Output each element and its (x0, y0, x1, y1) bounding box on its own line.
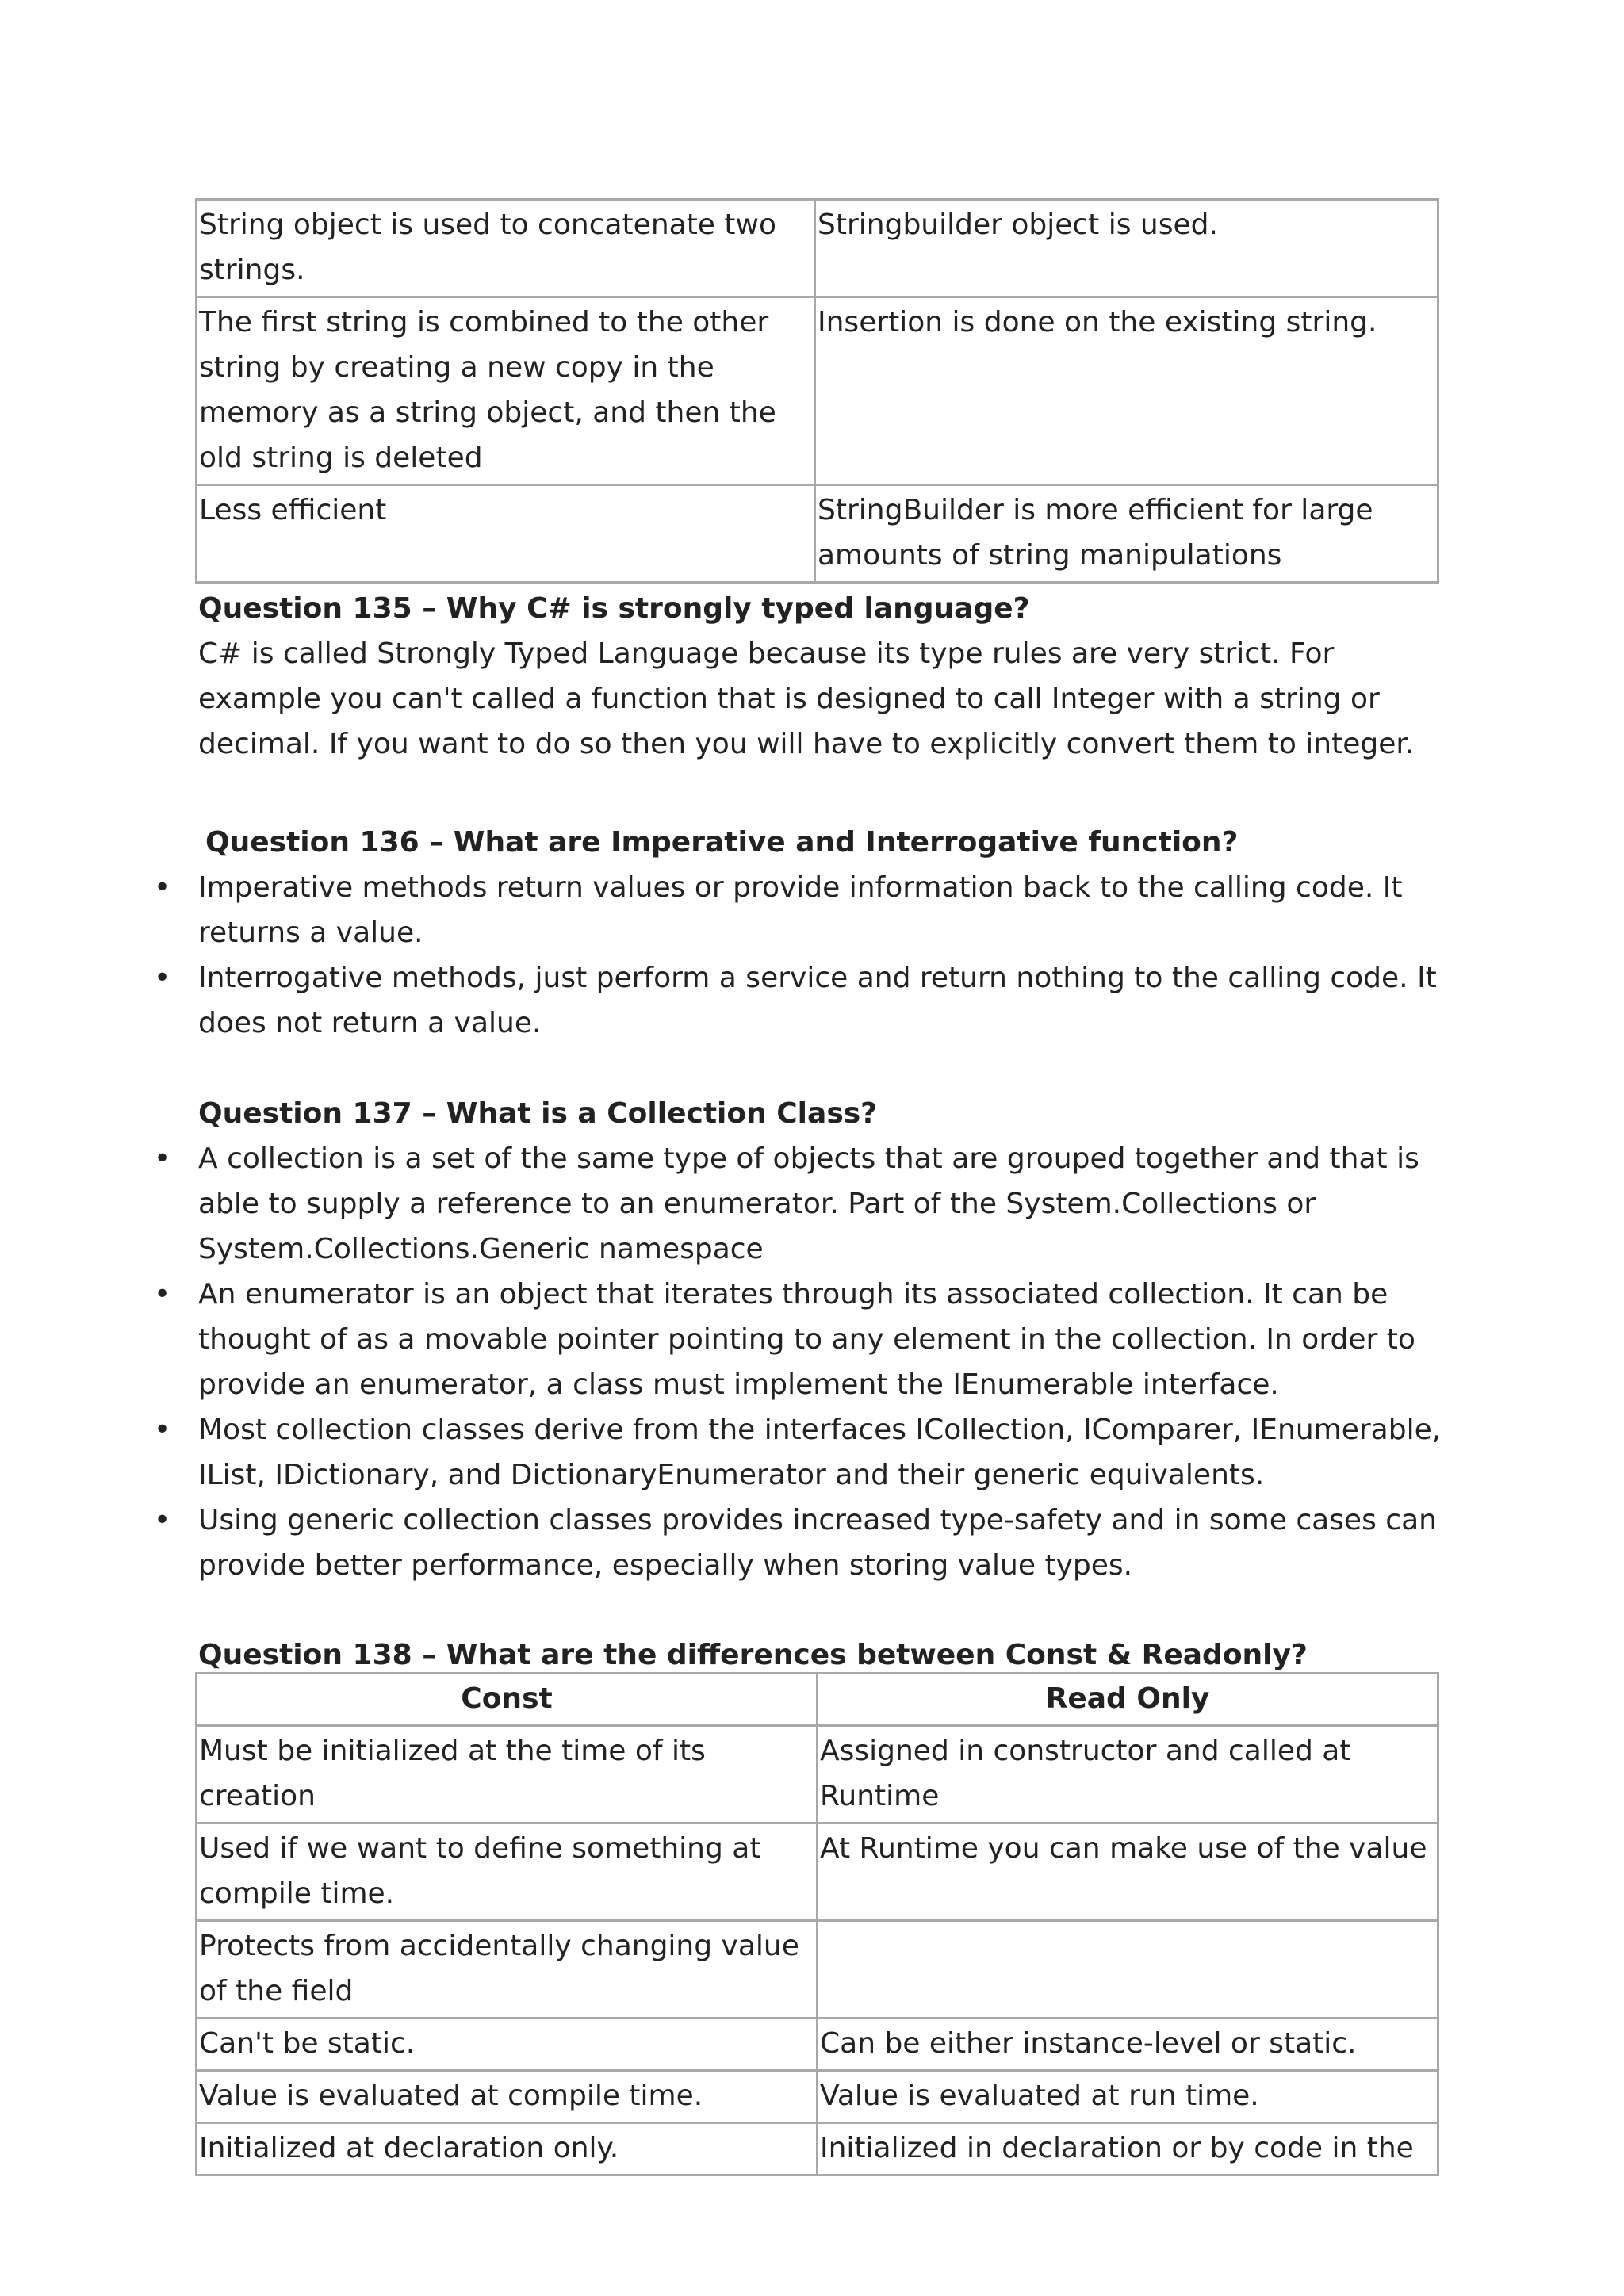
list-item-text: A collection is a set of the same type of objects that are grouped together and that is able to supply a reference to an enumerator. Part of the System.Collections or System.Collections.Generic namespace (198, 1142, 1419, 1265)
table-row (197, 2019, 1438, 2071)
list-item-text: Most collection classes derive from the interfaces ICollection, IComparer, IEnumerable, IList, IDictionary, and DictionaryEnumerator and their generic equivalents. (198, 1414, 1442, 1491)
question-136-list (154, 865, 1447, 1046)
table-cell: Can't be static. (197, 2019, 818, 2071)
table-row (197, 2123, 1438, 2175)
bullet-icon: • (154, 1142, 171, 1175)
list-item (154, 1498, 1447, 1588)
table-cell: Assigned in constructor and called at Runtime (818, 1726, 1438, 1823)
table-row (197, 1921, 1438, 2019)
table-cell: Initialized in declaration or by code in the (818, 2123, 1438, 2175)
bullet-icon: • (154, 1504, 171, 1536)
table-cell: Stringbuilder object is used. (815, 200, 1438, 297)
table-row (197, 485, 1438, 583)
table-row (197, 1823, 1438, 1921)
list-item (154, 865, 1447, 955)
question-137-list (154, 1136, 1447, 1588)
bullet-icon: • (154, 1278, 171, 1311)
list-item (154, 1272, 1447, 1407)
table-row (197, 297, 1438, 485)
table-cell: The first string is combined to the other string by creating a new copy in the memory as a string object, and then the old string is deleted (197, 297, 815, 485)
question-135-answer: C# is called Strongly Typed Language because its type rules are very strict. For example you can't called a function that is designed to call Integer with a string or decimal. If you want to do so then you will have to explicitly convert them to integer. (198, 637, 1415, 760)
table-cell: Initialized at declaration only. (197, 2123, 818, 2175)
table-cell: Insertion is done on the existing string. (815, 297, 1438, 485)
table-cell: Less efficient (197, 485, 815, 583)
table-cell: StringBuilder is more efficient for large amounts of string manipulations (815, 485, 1438, 583)
table-cell: Value is evaluated at compile time. (197, 2071, 818, 2123)
column-header: Read Only (818, 1674, 1438, 1726)
bullet-icon: • (154, 1414, 171, 1446)
table-cell: Value is evaluated at run time. (818, 2071, 1438, 2123)
list-item (154, 1136, 1447, 1272)
table-header-row (197, 1674, 1438, 1726)
table-row (197, 1726, 1438, 1823)
table-cell: String object is used to concatenate two strings. (197, 200, 815, 297)
table-cell: Used if we want to define something at compile time. (197, 1823, 818, 1921)
table-row (197, 2071, 1438, 2123)
list-item-text: Imperative methods return values or provide information back to the calling code. It returns a value. (198, 871, 1403, 949)
bullet-icon: • (154, 962, 171, 994)
table-cell: At Runtime you can make use of the value (818, 1823, 1438, 1921)
list-item-text: An enumerator is an object that iterates through its associated collection. It can be thought of as a movable pointer pointing to any element in the collection. In order to provide an enumerator, a class must implement the IEnumerable interface. (198, 1278, 1415, 1401)
list-item-text: Using generic collection classes provides increased type-safety and in some cases can provide better performance, especially when storing value types. (198, 1504, 1437, 1582)
list-item-text: Interrogative methods, just perform a service and return nothing to the calling code. It does not return a value. (198, 962, 1437, 1039)
list-item (154, 1407, 1447, 1498)
question-137-heading: Question 137 – What is a Collection Class? (198, 1097, 878, 1130)
question-138-heading: Question 138 – What are the differences between Const & Readonly? (198, 1639, 1308, 1671)
string-vs-stringbuilder-table (195, 198, 1439, 584)
const-vs-readonly-table (195, 1672, 1439, 2176)
table-cell: Must be initialized at the time of its creation (197, 1726, 818, 1823)
question-135-heading: Question 135 – Why C# is strongly typed language? (198, 592, 1030, 625)
question-136-heading: Question 136 – What are Imperative and Interrogative function? (205, 826, 1239, 859)
table-cell (818, 1921, 1438, 2019)
table-cell: Protects from accidentally changing value of the field (197, 1921, 818, 2019)
column-header: Const (197, 1674, 818, 1726)
table-row (197, 200, 1438, 297)
list-item (154, 955, 1447, 1046)
bullet-icon: • (154, 871, 171, 904)
table-cell: Can be either instance-level or static. (818, 2019, 1438, 2071)
